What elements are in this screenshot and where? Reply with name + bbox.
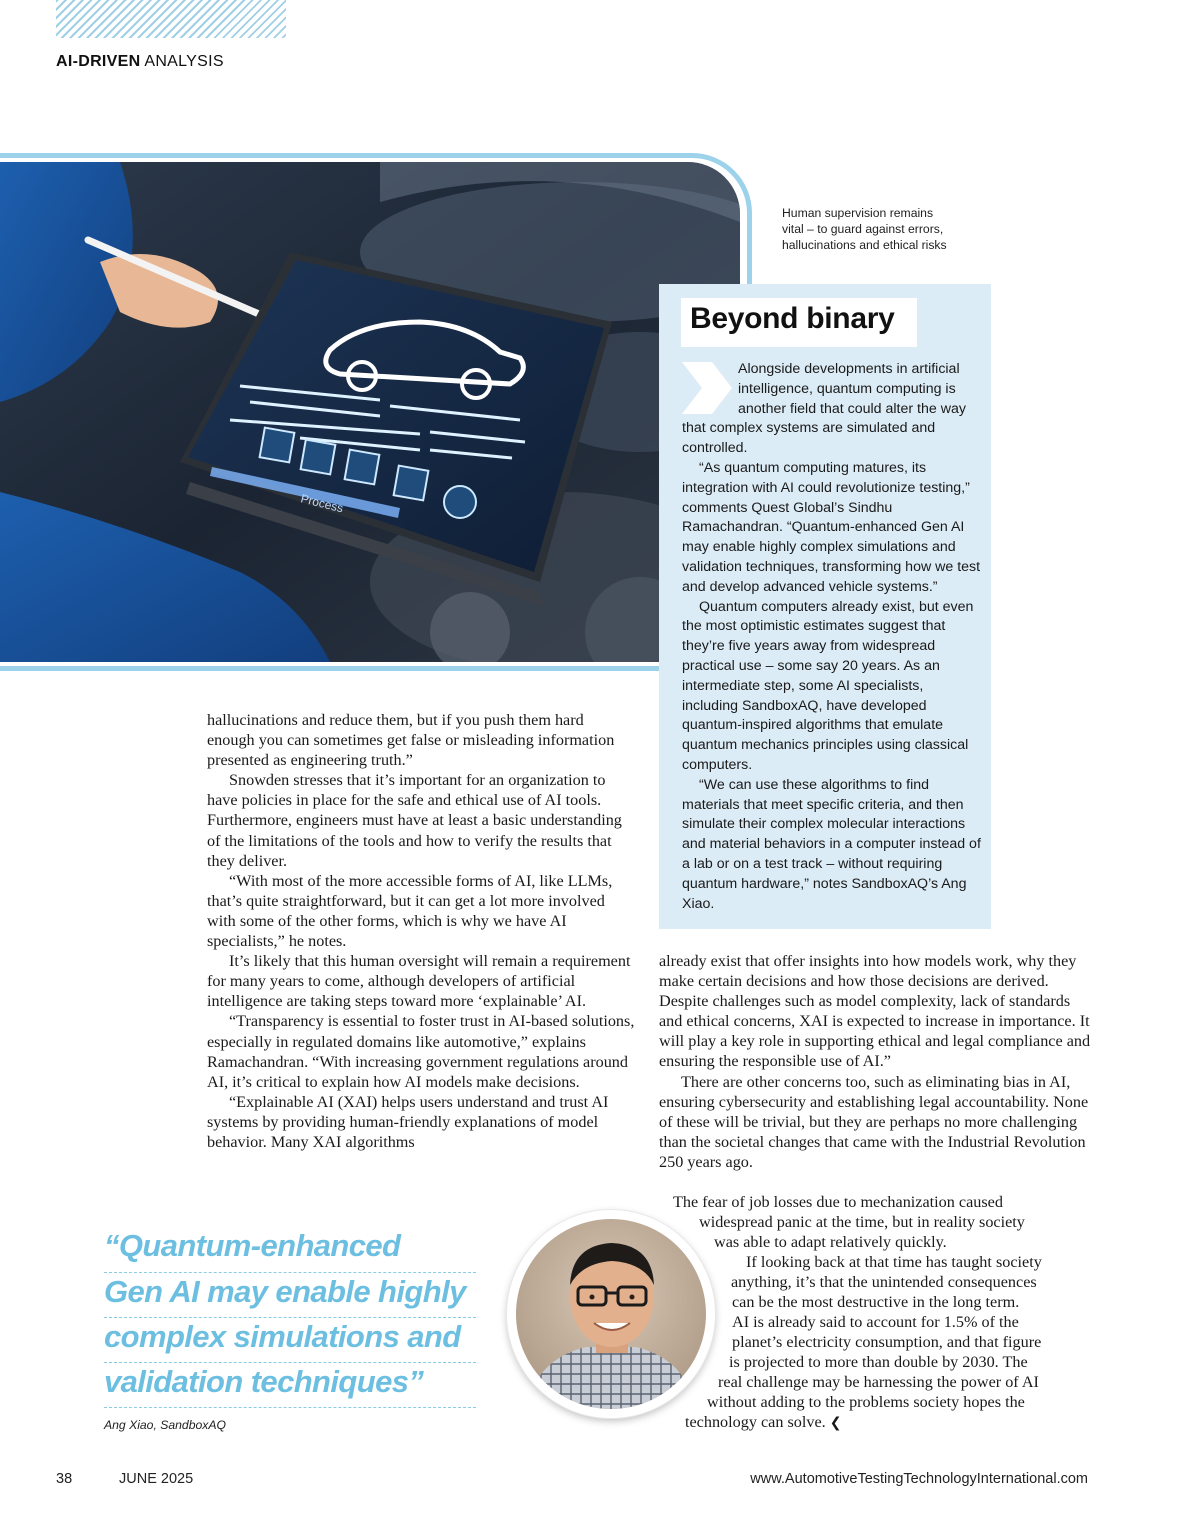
hero-image	[0, 162, 740, 662]
body-paragraph: hallucinations and reduce them, but if you push them hard enough you can sometimes get false or misleading information presented as engineering truth.”	[207, 711, 615, 770]
wrap-line: anything, it’s that the unintended consequences	[731, 1273, 1037, 1291]
pull-quote-divider	[104, 1272, 476, 1273]
wrap-line: widespread panic at the time, but in reality society	[699, 1213, 1025, 1231]
body-paragraph: already exist that offer insights into how models work, why they make certain decisions and how those decisions are derived. Despite challenges such as model complexity, lack of standards and ethical concerns, XAI is expected to increase in importance. It will play a key role in supporting ethical and legal compliance and ensuring the responsible use of AI.”	[659, 952, 1091, 1071]
body-paragraph: There are other concerns too, such as eliminating bias in AI, ensuring cybersecurity and establishing legal accountability. None of these will be trivial, but they are perhaps no more challenging than the societal changes that came with the Industrial Revolution 250 years ago.	[659, 1072, 1089, 1171]
tablet-process-label: Process	[299, 491, 345, 516]
pull-quote-divider	[104, 1317, 476, 1318]
pull-quote-line: Gen AI may enable highly	[104, 1274, 466, 1309]
sidebar-paragraph: Quantum computers already exist, but even the most optimistic estimates suggest that they’re five years away from widespread practical use – some say 20 years. As an intermediate step, some AI specialists, including SandboxAQ, have developed quantum-inspired algorithms that emulate quantum mechanics principles using classical computers.	[682, 598, 974, 773]
wrap-line-last	[685, 1412, 841, 1433]
wrap-line: If looking back at that time has taught society	[746, 1253, 1042, 1271]
wrap-line: The fear of job losses due to mechanization caused	[673, 1193, 1003, 1211]
body-paragraph: “Transparency is essential to foster trust in AI-based solutions, especially in regulated domains like automotive,” explains Ramachandran. “With increasing government regulations around AI, it’s critical to explain how AI models make decisions.	[207, 1012, 635, 1091]
body-paragraph: Snowden stresses that it’s important for an organization to have policies in place for the safe and ethical use of AI tools. Furthermore, engineers must have at least a basic understanding of the limitations of the tools and how to verify the results that they deliver.	[207, 771, 622, 870]
body-paragraph: It’s likely that this human oversight will remain a requirement for many years to come, although developers of artificial intelligence are taking steps toward more ‘explainable’ AI.	[207, 952, 631, 1011]
pull-quote-attribution: Ang Xiao, SandboxAQ	[104, 1418, 226, 1432]
page-number: 38	[56, 1471, 73, 1487]
sidebar-paragraph: “As quantum computing matures, its integration with AI could revolutionize testing,” comments Quest Global’s Sindhu Ramachandran. “Quantum-enhanced Gen AI may enable highly complex simulations and validation techniques, transforming how we test and develop advanced vehicle systems.”	[682, 459, 981, 595]
wrap-line: planet’s electricity consumption, and that figure	[732, 1333, 1042, 1351]
sidebar-title: Beyond binary	[690, 302, 895, 335]
section-label	[56, 53, 224, 71]
portrait-photo	[516, 1219, 706, 1409]
wrap-line: can be the most destructive in the long term.	[732, 1293, 1020, 1311]
sidebar-paragraph-text: Alongside developments in artificial intelligence, quantum computing is another field that could alter the way that complex systems are simulated and controlled.	[682, 361, 966, 457]
pull-quote-divider	[104, 1362, 476, 1363]
header-hatch-decoration	[56, 0, 286, 38]
section-label-bold: AI-DRIVEN	[56, 53, 141, 70]
pull-quote-line: “Quantum-enhanced	[104, 1228, 401, 1263]
hero-caption: Human supervision remains vital – to guard against errors, hallucinations and ethical risks	[782, 206, 947, 252]
body-paragraph: “With most of the more accessible forms of AI, like LLMs, that’s quite straightforward, but it can get a lot more involved with some of the other forms, which is why we have AI specialists,” he notes.	[207, 871, 613, 951]
wrap-line: AI is already said to account for 1.5% of the	[732, 1313, 1019, 1331]
body-paragraph: “Explainable AI (XAI) helps users understand and trust AI systems by providing human-friendly explanations of model behavior. Many XAI algorithms	[207, 1092, 609, 1151]
pull-quote-line: complex simulations and	[104, 1319, 461, 1354]
sidebar-paragraph	[682, 360, 982, 459]
body-column-left	[207, 710, 635, 1152]
pull-quote-line: validation techniques”	[104, 1364, 424, 1399]
wrap-line: is projected to more than double by 2030. The	[729, 1353, 1028, 1371]
section-label-rest: ANALYSIS	[140, 53, 224, 70]
wrap-line: without adding to the problems society hopes the	[707, 1393, 1025, 1411]
website-link[interactable]: www.AutomotiveTestingTechnologyInternational.com	[750, 1471, 1088, 1487]
wrap-line-text: technology can solve.	[685, 1413, 826, 1431]
wrap-line: real challenge may be harnessing the power of AI	[718, 1373, 1039, 1391]
issue-date: JUNE 2025	[119, 1471, 194, 1487]
sidebar-body	[682, 360, 982, 914]
pull-quote-divider	[104, 1407, 476, 1408]
sidebar-paragraph: “We can use these algorithms to find materials that meet specific criteria, and then simulate their complex molecular interactions and material behaviors in a computer instead of a lab or on a test track – without requiring quantum hardware,” notes SandboxAQ’s Ang Xiao.	[682, 776, 981, 912]
body-column-right	[659, 951, 1091, 1172]
wrap-line: was able to adapt relatively quickly.	[714, 1233, 947, 1251]
end-mark-icon: ❮	[829, 1415, 842, 1431]
